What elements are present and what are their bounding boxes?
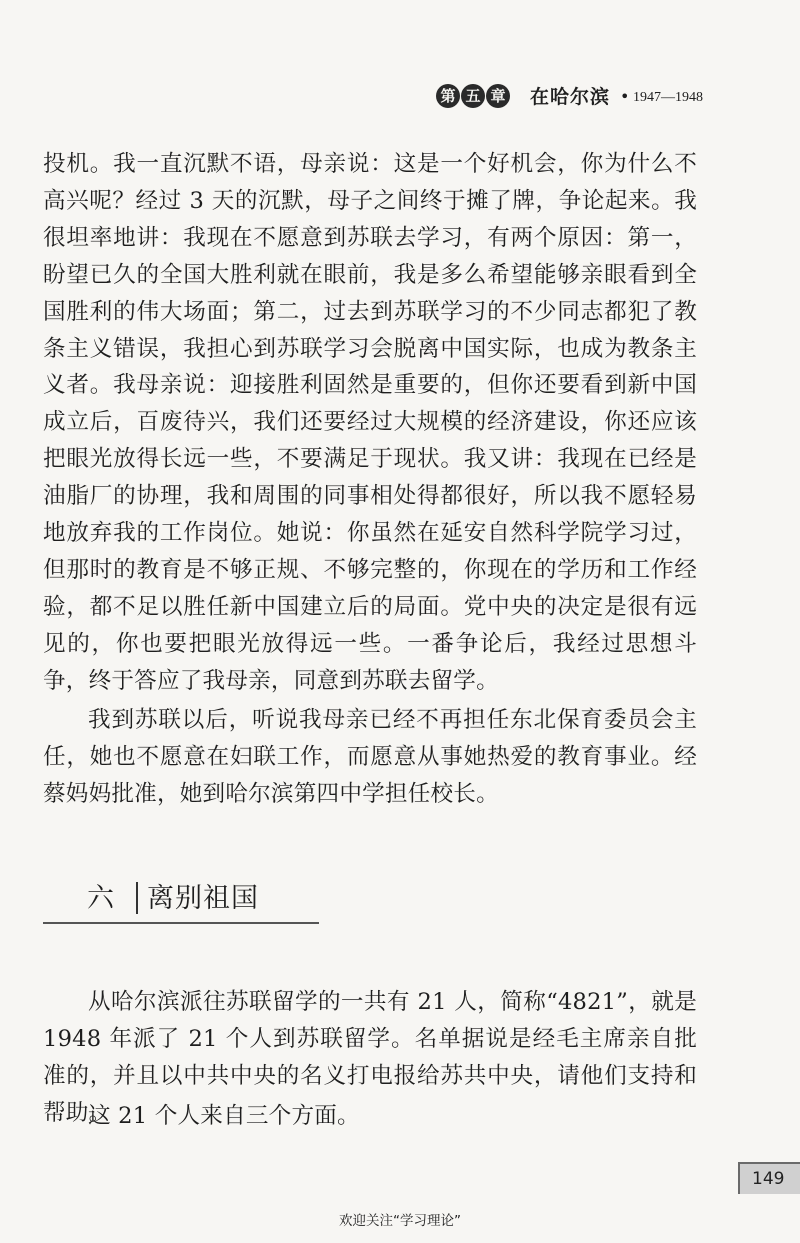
body-paragraph: 投机。我一直沉默不语，母亲说：这是一个好机会，你为什么不高兴呢？经过 3 天的沉默，母子之间终于摊了牌，争论起来。我很坦率地讲：我现在不愿意到苏联去学习，有两个原因：第一，盼望已久的全国大胜利就在眼前，我是多么希望能够亲眼看到全国胜利的伟大场面；第二，过去到苏联学习的不少同志都犯了教条主义错误，我担心到苏联学习会脱离中国实际，也成为教条主义者。我母亲说：迎接胜利固然是重要的，但你还要看到新中国成立后，百废待兴，我们还要经过大规模的经济建设，你还应该把眼光放得长远一些，不要满足于现状。我又讲：我现在已经是油脂厂的协理，我和周围的同事相处得都很好，所以我不愿轻易地放弃我的工作岗位。她说：你虽然在延安自然科学院学习过，但那时的教育是不够正规、不够完整的，你现在的学历和工作经验，都不足以胜任新中国建立后的局面。党中央的决定是很有远见的，你也要把眼光放得远一些。一番争论后，我经过思想斗争，终于答应了我母亲，同意到苏联去留学。 <box>43 151 697 694</box>
header-separator: • <box>620 87 630 106</box>
section-heading <box>43 878 319 924</box>
section-number: 六 <box>87 883 114 914</box>
chapter-title: 在哈尔滨 <box>530 86 611 108</box>
chapter-badge-char: 章 <box>486 84 510 108</box>
section-title: 离别祖国 <box>147 883 259 914</box>
body-paragraph: 从哈尔滨派往苏联留学的一共有 21 人，简称“4821”，就是 1948 年派了 21 个人到苏联留学。名单据说是经毛主席亲自批准的，并且以中共中央的名义打电报给苏共中央，请他们支持和帮助。 <box>43 989 697 1126</box>
section-underline <box>43 922 319 924</box>
body-paragraph: 这 21 个人来自三个方面。 <box>88 1103 360 1129</box>
chapter-badge-char: 五 <box>461 84 485 108</box>
running-header <box>0 84 800 118</box>
section-divider <box>136 882 138 914</box>
chapter-badge <box>436 84 510 108</box>
body-paragraph: 我到苏联以后，听说我母亲已经不再担任东北保育委员会主任，她也不愿意在妇联工作，而愿意从事她热爱的教育事业。经蔡妈妈批准，她到哈尔滨第四中学担任校长。 <box>43 707 697 807</box>
page-number-tab <box>738 1162 800 1194</box>
chapter-badge-char: 第 <box>436 84 460 108</box>
footer-note: 欢迎关注“学习理论” <box>339 1213 461 1229</box>
chapter-years: 1947—1948 <box>633 90 703 105</box>
page-number: 149 <box>752 1169 785 1189</box>
